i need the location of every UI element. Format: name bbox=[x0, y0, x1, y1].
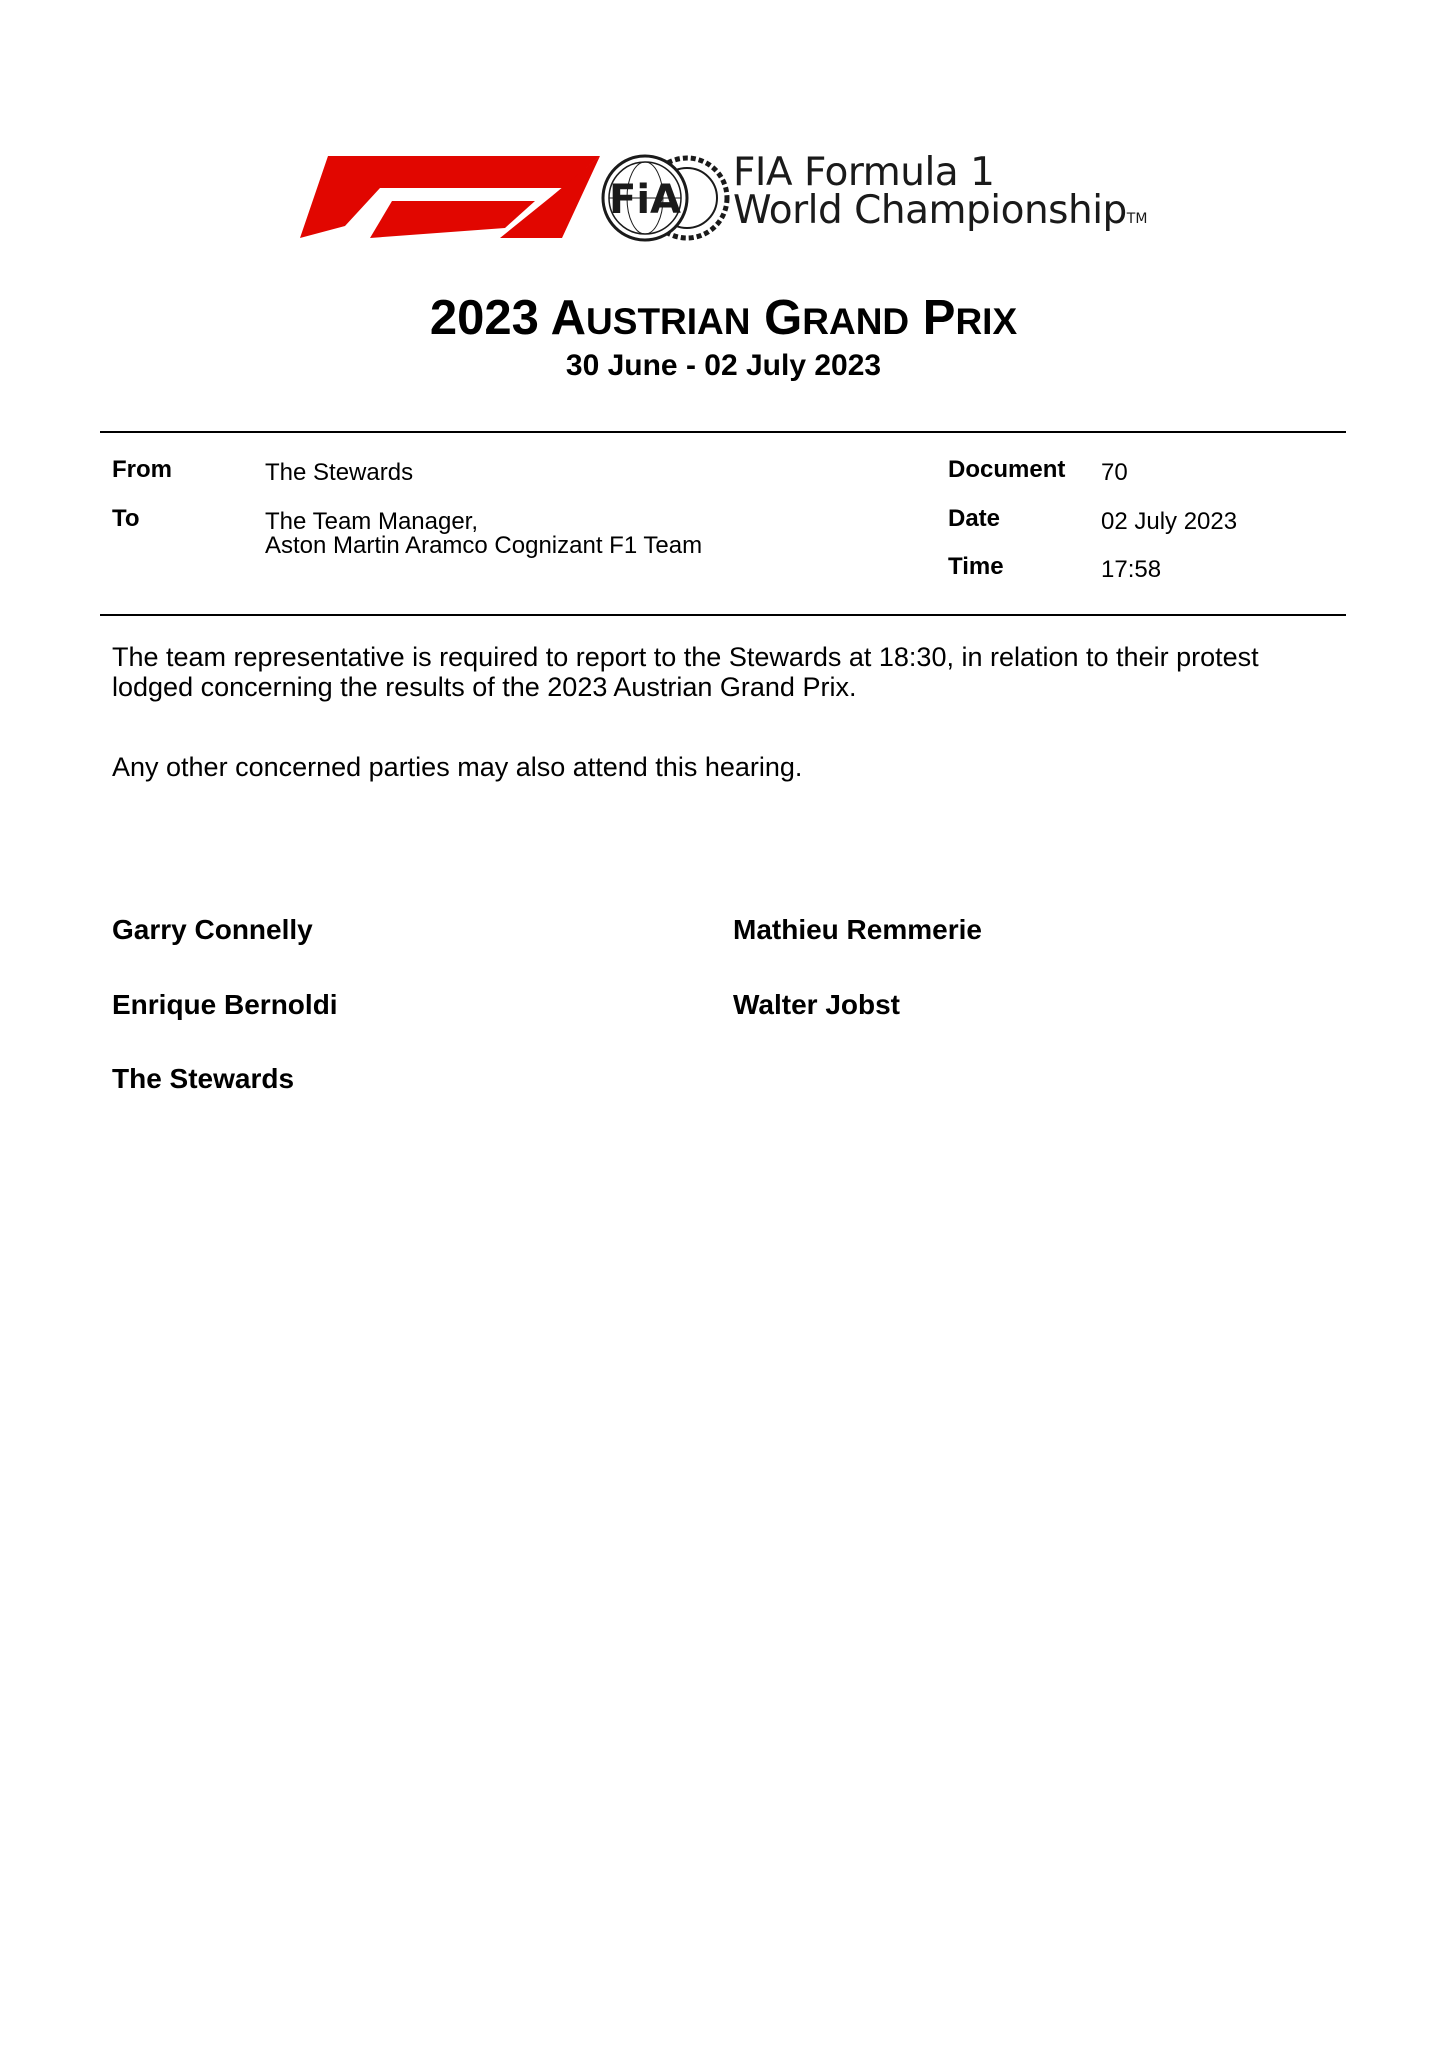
bottom-divider bbox=[100, 614, 1346, 616]
steward-name: Enrique Bernoldi bbox=[112, 989, 338, 1020]
to-value-line-1: The Team Manager, bbox=[265, 508, 479, 535]
document-value: 70 bbox=[1101, 459, 1128, 486]
time-value: 17:58 bbox=[1101, 556, 1162, 583]
f1-logo-icon bbox=[300, 156, 600, 246]
time-label: Time bbox=[948, 553, 1004, 580]
f1-fia-logo bbox=[300, 150, 1180, 250]
top-divider bbox=[100, 431, 1346, 433]
document-label: Document bbox=[948, 456, 1066, 483]
event-dates: 30 June - 02 July 2023 bbox=[565, 349, 882, 382]
date-value: 02 July 2023 bbox=[1101, 508, 1238, 535]
from-label: From bbox=[112, 456, 172, 483]
date-label: Date bbox=[948, 505, 1001, 532]
wordmark-line-2 bbox=[733, 188, 1148, 238]
from-value: The Stewards bbox=[265, 459, 414, 486]
body-paragraph-1: The team representative is required to report to the Stewards at 18:30, in relation to their protest lodged concerning the results of the 2023 Austrian Grand Prix. bbox=[112, 642, 1259, 702]
trademark-symbol: TM bbox=[1126, 211, 1148, 227]
fia-emblem-icon bbox=[600, 150, 730, 250]
event-name: AUSTRIAN GRAND PRIX bbox=[550, 291, 1018, 345]
steward-name: Garry Connelly bbox=[112, 914, 313, 945]
event-title bbox=[0, 290, 1447, 350]
steward-name: Walter Jobst bbox=[733, 989, 900, 1020]
wordmark-line-2-text: World Championship bbox=[733, 188, 1127, 233]
fia-emblem-text: FiA bbox=[609, 177, 681, 223]
event-year: 2023 bbox=[429, 291, 539, 345]
to-value-line-2: Aston Martin Aramco Cognizant F1 Team bbox=[265, 532, 703, 559]
steward-name: Mathieu Remmerie bbox=[733, 914, 982, 945]
signatory-footer: The Stewards bbox=[112, 1063, 295, 1094]
body-paragraph-2: Any other concerned parties may also attend this hearing. bbox=[112, 752, 803, 782]
wordmark-line-1: FIA Formula 1 bbox=[733, 150, 995, 195]
to-label: To bbox=[112, 505, 140, 532]
championship-wordmark bbox=[733, 150, 1148, 238]
